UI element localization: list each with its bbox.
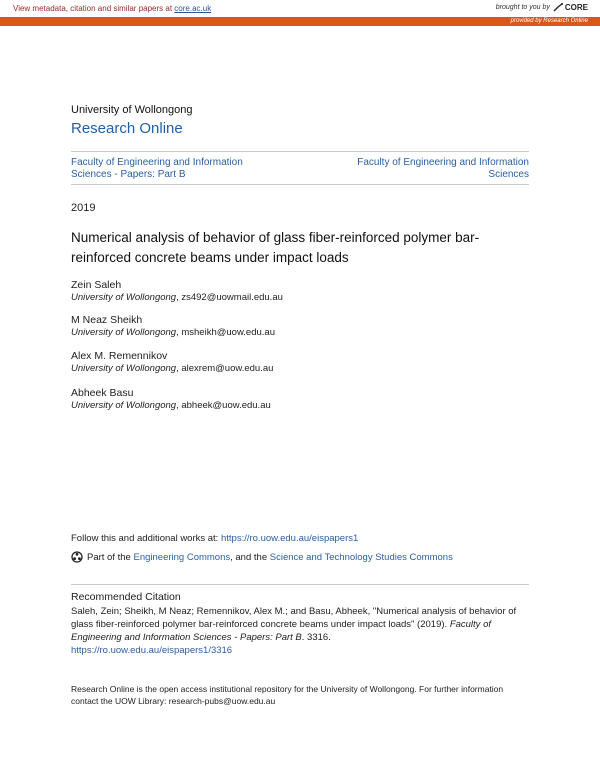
top-divider bbox=[71, 151, 529, 152]
citation-link[interactable]: https://ro.uow.edu.au/eispapers1/3316 bbox=[71, 645, 233, 656]
affiliation-name: University of Wollongong bbox=[71, 400, 177, 411]
repository-footer: Research Online is the open access institutional repository for the University of Wollongong. For further information contact the UOW Library: research-pubs@uow.edu.au bbox=[71, 684, 504, 706]
collection-right-link[interactable]: Faculty of Engineering and Information Sciences bbox=[357, 157, 529, 180]
provided-by: provided by Research Online bbox=[510, 18, 588, 24]
part-of-text bbox=[87, 552, 453, 563]
sts-commons-link[interactable]: Science and Technology Studies Commons bbox=[269, 551, 453, 563]
author-affiliation bbox=[71, 292, 283, 303]
follow-text: Follow this and additional works at: bbox=[71, 533, 221, 544]
provider-bar bbox=[0, 17, 600, 26]
follow-works bbox=[71, 533, 358, 544]
author-email: , zs492@uowmail.edu.au bbox=[176, 292, 283, 303]
metadata-notice bbox=[13, 4, 211, 13]
institution-name: University of Wollongong bbox=[71, 104, 193, 116]
repository-name[interactable]: Research Online bbox=[71, 120, 183, 137]
brought-by-text: brought to you by bbox=[495, 4, 550, 11]
citation-divider bbox=[71, 584, 529, 585]
author-email: , msheikh@uow.edu.au bbox=[176, 327, 275, 338]
affiliation-name: University of Wollongong bbox=[71, 363, 177, 374]
citation-journal: Faculty of Engineering and Information Sciences - Papers: Part B bbox=[71, 619, 491, 643]
author-affiliation bbox=[71, 400, 271, 411]
citation-text bbox=[71, 605, 529, 657]
author-name: Zein Saleh bbox=[71, 279, 122, 291]
author-name: Alex M. Remennikov bbox=[71, 350, 168, 362]
core-label: CORE bbox=[564, 3, 588, 12]
citation-body: Saleh, Zein; Sheikh, M Neaz; Remennikov, Alex M.; and Basu, Abheek, "Numerical analysis of behavior of glass fiber-reinforced polymer bar-reinforced concrete beams under impact loads" (2019). bbox=[71, 606, 517, 630]
collection-left-link[interactable]: Faculty of Engineering and Information Sciences - Papers: Part B bbox=[71, 157, 243, 180]
author-name: Abheek Basu bbox=[71, 387, 134, 399]
author-name: M Neaz Sheikh bbox=[71, 314, 143, 326]
core-link[interactable]: core.ac.uk bbox=[174, 4, 212, 13]
metadata-prefix: View metadata, citation and similar papers at bbox=[13, 4, 175, 13]
citation-number: . 3316. bbox=[301, 632, 331, 643]
author-affiliation bbox=[71, 327, 275, 338]
brought-by bbox=[496, 3, 588, 12]
publication-year: 2019 bbox=[71, 202, 96, 214]
citation-heading: Recommended Citation bbox=[71, 591, 181, 603]
part-of-prefix: Part of the bbox=[87, 551, 134, 563]
author-email: , abheek@uow.edu.au bbox=[176, 400, 271, 411]
part-of-commons bbox=[71, 551, 453, 563]
core-banner bbox=[0, 0, 600, 17]
network-icon bbox=[71, 551, 83, 563]
core-logo[interactable] bbox=[553, 3, 588, 12]
author-email: , alexrem@uow.edu.au bbox=[176, 363, 274, 374]
paper-title: Numerical analysis of behavior of glass fiber-reinforced polymer bar-reinforced concrete beams under impact loads bbox=[71, 230, 480, 265]
affiliation-name: University of Wollongong bbox=[71, 327, 177, 338]
bottom-divider bbox=[71, 184, 529, 185]
author-affiliation bbox=[71, 363, 273, 374]
affiliation-name: University of Wollongong bbox=[71, 292, 177, 303]
core-icon bbox=[553, 3, 563, 12]
part-of-middle: , and the bbox=[230, 551, 270, 563]
follow-link[interactable]: https://ro.uow.edu.au/eispapers1 bbox=[220, 533, 359, 544]
engineering-commons-link[interactable]: Engineering Commons bbox=[133, 551, 231, 563]
